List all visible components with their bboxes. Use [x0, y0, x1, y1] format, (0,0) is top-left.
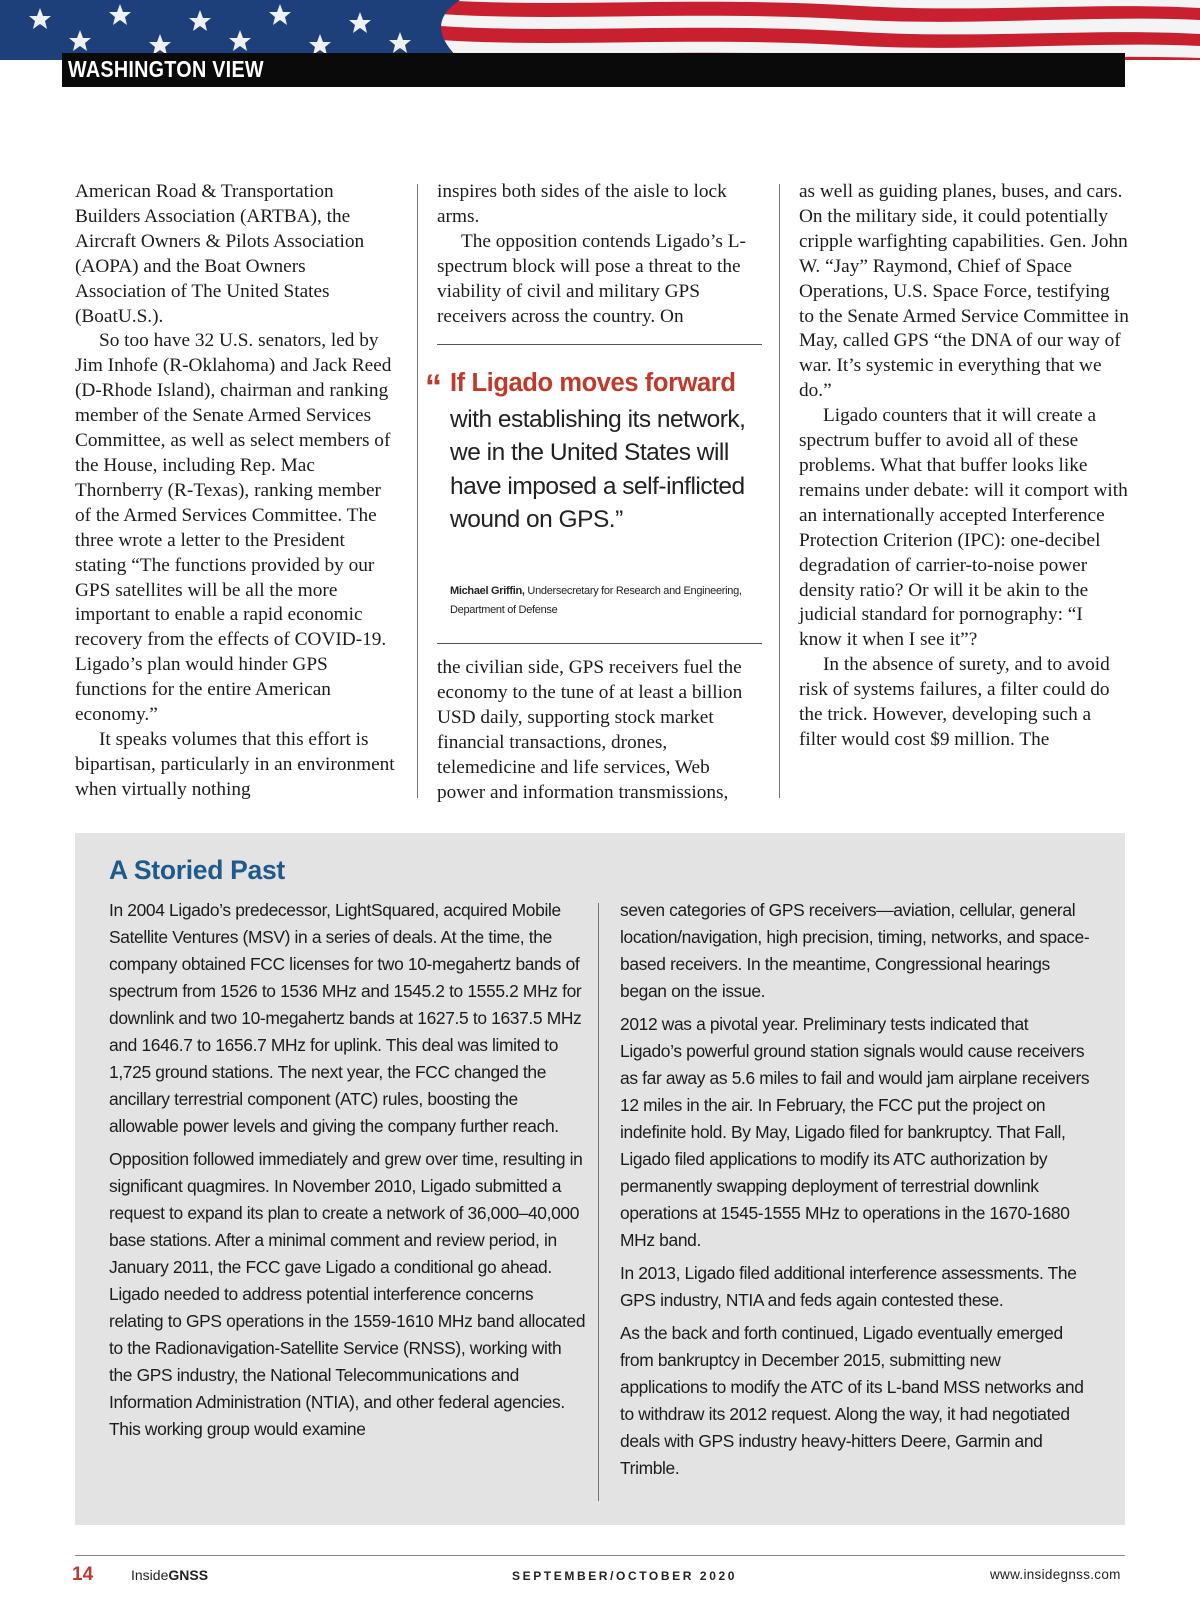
brand-suffix: GNSS — [168, 1567, 209, 1583]
pull-quote-mark: “ — [425, 368, 442, 406]
article-paragraph: Ligado counters that it will create a spectrum buffer to avoid all of these problems. What that buffer looks like remains under debate: will it comport with an internationally accepted Interference Protection Criterion (IPC): one-decibel degradation of carrier-to-noise power density ratio? Or will it be akin to the judicial standard for pornography: “I know it when I see it”? — [799, 405, 1128, 651]
attribution-title: Undersecretary for Research and Engineering, Department of Defense — [450, 585, 742, 616]
website-url[interactable]: www.insidegnss.com — [990, 1567, 1121, 1582]
magazine-brand — [131, 1567, 208, 1583]
article-column-2 — [437, 180, 759, 329]
column-divider — [417, 184, 418, 798]
issue-date: SEPTEMBER/OCTOBER 2020 — [512, 1569, 738, 1583]
article-paragraph: as well as guiding planes, buses, and cars. On the military side, it could potentially cripple warfighting capabilities. Gen. John W. “Jay” Raymond, Chief of Space Operations, U.S. Space Force, testifying to the Senate Armed Service Committee in May, called GPS “the DNA of our way of war. It’s systemic in everything that we do.” — [799, 181, 1129, 402]
article-paragraph: In the absence of surety, and to avoid risk of systems failures, a filter could do the trick. However, developing such a filter would cost $9 million. The — [799, 654, 1110, 750]
flag-banner — [0, 0, 1200, 60]
article-paragraph: American Road & Transportation Builders Association (ARTBA), the Aircraft Owners & Pilots Association (AOPA) and the Boat Owners Association of The United States (BoatU.S.). — [75, 181, 365, 327]
sidebar-column-2 — [620, 897, 1090, 1488]
pull-quote-body: with establishing its network, we in the United States will have imposed a self-inflicted wound on GPS.” — [450, 406, 746, 533]
sidebar-paragraph: seven categories of GPS receivers—aviation, cellular, general location/navigation, high precision, timing, networks, and space-based receivers. In the meantime, Congressional hearings began on the issue. — [620, 900, 1090, 1001]
article-paragraph: inspires both sides of the aisle to lock arms. — [437, 181, 727, 227]
section-title: WASHINGTON VIEW — [68, 56, 264, 82]
pull-quote-bottom-rule — [437, 643, 762, 644]
article-column-3 — [799, 180, 1129, 753]
sidebar-paragraph: In 2013, Ligado filed additional interference assessments. The GPS industry, NTIA and feds again contested these. — [620, 1263, 1077, 1310]
section-header-bar — [62, 53, 1125, 87]
article-paragraph: the civilian side, GPS receivers fuel the economy to the tune of at least a billion USD daily, supporting stock market financial transactions, drones, telemedicine and life services, Web power and information transmissions, — [437, 657, 743, 803]
page-number: 14 — [72, 1564, 94, 1585]
sidebar-title: A Storied Past — [109, 855, 285, 885]
pull-quote-top-rule — [437, 344, 762, 345]
sidebar-paragraph: In 2004 Ligado’s predecessor, LightSquared, acquired Mobile Satellite Ventures (MSV) in a series of deals. At the time, the company obtained FCC licenses for two 10-megahertz bands of spectrum from 1526 to 1536 MHz and 1545.2 to 1555.2 MHz for downlink and two 10-megahertz bands at 1627.5 to 1637.5 MHz and 1646.7 to 1656.7 MHz for uplink. This deal was limited to 1,725 ground stations. The next year, the FCC changed the ancillary terrestrial component (ATC) rules, boosting the allowable power levels and giving the company further reach. — [109, 900, 582, 1136]
sidebar-column-1 — [109, 897, 587, 1449]
article-paragraph: So too have 32 U.S. senators, led by Jim Inhofe (R-Oklahoma) and Jack Reed (D-Rhode Island), chairman and ranking member of the Senate Armed Services Committee, as well as select members of the House, including Rep. Mac Thornberry (R-Texas), ranking member of the Armed Services Committee. The three wrote a letter to the President stating “The functions provided by our GPS satellites will be all the more important to enable a rapid economic recovery from the effects of COVID-19. Ligado’s plan would hinder GPS functions for the entire American economy.” — [75, 330, 392, 726]
attribution-name: Michael Griffin, — [450, 585, 525, 597]
sidebar-paragraph: 2012 was a pivotal year. Preliminary tests indicated that Ligado’s powerful ground station signals would cause receivers as far away as 5.6 miles to fail and would jam airplane receivers 12 miles in the air. In February, the FCC put the project on indefinite hold. By May, Ligado filed for bankruptcy. That Fall, Ligado filed applications to modify its ATC authorization by permanently swapping deployment of terrestrial downlink operations at 1545-1555 MHz to operations in the 1670-1680 MHz band. — [620, 1014, 1090, 1250]
us-flag-graphic — [0, 0, 1200, 60]
article-column-2-continued — [437, 656, 759, 805]
sidebar-column-divider — [598, 903, 599, 1501]
pull-quote-lead: If Ligado moves forward — [450, 369, 736, 397]
footer-rule — [75, 1555, 1125, 1556]
sidebar-box — [75, 833, 1125, 1525]
sidebar-paragraph: Opposition followed immediately and grew over time, resulting in significant quagmires. In November 2010, Ligado submitted a request to expand its plan to create a network of 36,000–40,000 base stations. After a minimal comment and review period, in January 2011, the FCC gave Ligado a conditional go ahead. Ligado needed to address potential interference concerns relating to GPS operations in the 1559-1610 MHz band allocated to the Radionavigation-Satellite Service (RNSS), working with the GPS industry, the National Telecommunications and Information Administration (NTIA), and other federal agencies. This working group would examine — [109, 1149, 586, 1439]
article-paragraph: It speaks volumes that this effort is bipartisan, particularly in an environment when virtually nothing — [75, 728, 395, 800]
brand-prefix: Inside — [131, 1567, 169, 1583]
sidebar-paragraph: As the back and forth continued, Ligado eventually emerged from bankruptcy in December 2015, submitting new applications to modify the ATC of its L-band MSS networks and to withdraw its 2012 request. Along the way, it had negotiated deals with GPS industry heavy-hitters Deere, Garmin and Trimble. — [620, 1323, 1084, 1478]
article-column-1 — [75, 180, 397, 803]
article-paragraph: The opposition contends Ligado’s L-spectrum block will pose a threat to the viability of civil and military GPS receivers across the country. On — [437, 230, 746, 327]
column-divider — [779, 184, 780, 798]
pull-quote-attribution — [450, 582, 755, 620]
